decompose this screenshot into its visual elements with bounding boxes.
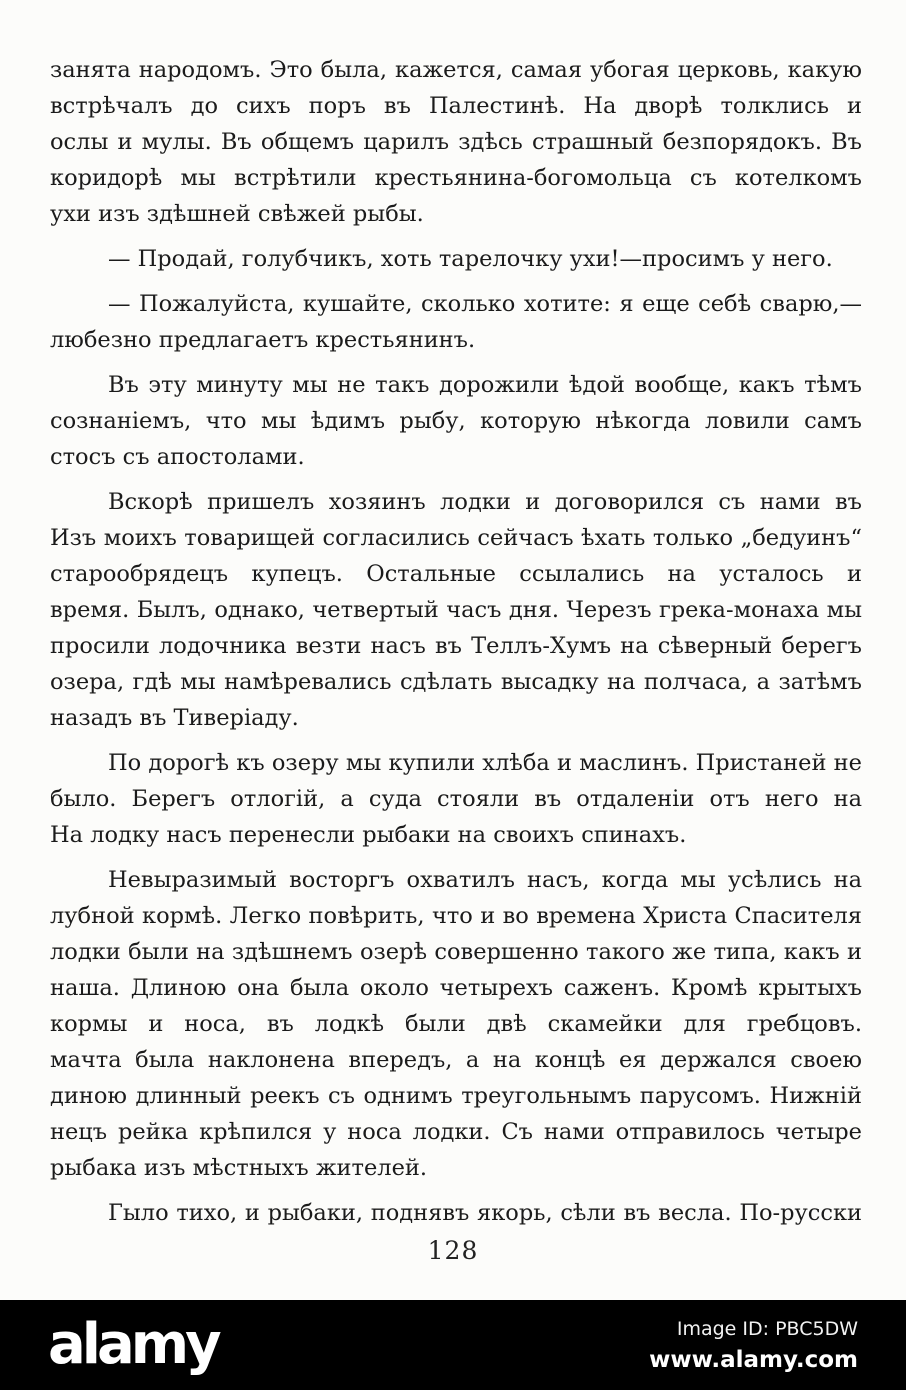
paragraph	[50, 1195, 862, 1231]
text-line: Въ эту минуту мы не такъ дорожили ѣдой вообще, какъ тѣмъ	[108, 372, 862, 398]
text-line: Невыразимый восторгъ охватилъ насъ, когда мы усѣлись на	[108, 867, 862, 893]
text-line: — Продай, голубчикъ, хоть тарелочку ухи!—просимъ у него.	[108, 246, 833, 272]
text-line: лубной кормѣ. Легко повѣрить, что и во времена Христа Спасителя	[50, 903, 862, 929]
text-line: ослы и мулы. Въ общемъ царилъ здѣсь страшный безпорядокъ. Въ	[50, 129, 862, 155]
text-line: — Пожалуйста, кушайте, сколько хотите: я еще себѣ сварю,—	[108, 291, 862, 317]
image-id-text: Image ID: PBC5DW	[676, 1317, 858, 1340]
text-line: сознаніемъ, что мы ѣдимъ рыбу, которую нѣкогда ловили самъ	[50, 408, 862, 434]
page-number: 128	[427, 1236, 479, 1265]
text-line: было. Берегъ отлогій, а суда стояли въ отдаленіи отъ него на	[50, 786, 862, 812]
alamy-meta	[649, 1318, 858, 1373]
text-line: рыбака изъ мѣстныхъ жителей.	[50, 1155, 428, 1181]
text-line: Гыло тихо, и рыбаки, поднявъ якорь, сѣли въ весла. По-русски	[108, 1200, 862, 1226]
text-line: озера, гдѣ мы намѣревались сдѣлать высадку на полчаса, а затѣмъ	[50, 669, 862, 695]
paragraph	[50, 862, 862, 1186]
text-line: наша. Длиною она была около четырехъ саженъ. Кромѣ крытыхъ	[50, 975, 862, 1001]
text-line: встрѣчалъ до сихъ поръ въ Палестинѣ. На дворѣ толклись и	[50, 93, 862, 119]
text-line: диною длинный реекъ съ однимъ треугольнымъ парусомъ. Нижній	[50, 1083, 862, 1109]
alamy-watermark-bar	[0, 1300, 906, 1390]
text-line: старообрядецъ купецъ. Остальные ссылались на усталось и	[50, 561, 862, 587]
alamy-url-text: www.alamy.com	[649, 1346, 858, 1373]
page-text-block	[50, 52, 862, 1231]
text-line: Изъ моихъ товарищей согласились сейчасъ ѣхать только „бедуинъ“	[50, 525, 862, 551]
text-line: мачта была наклонена впередъ, а на концѣ ея держался своею	[50, 1047, 862, 1073]
text-line: коридорѣ мы встрѣтили крестьянина-богомольца съ котелкомъ	[50, 165, 862, 191]
paragraph	[50, 52, 862, 232]
text-line: стосъ съ апостолами.	[50, 444, 305, 470]
paragraph	[50, 745, 862, 853]
text-line: Вскорѣ пришелъ хозяинъ лодки и договорился съ нами въ	[108, 489, 862, 515]
text-line: По дорогѣ къ озеру мы купили хлѣба и маслинъ. Пристаней не	[108, 750, 862, 776]
text-line: просили лодочника везти насъ въ Теллъ-Хумъ на сѣверный берегъ	[50, 633, 862, 659]
text-line: ухи изъ здѣшней свѣжей рыбы.	[50, 201, 424, 227]
paragraph	[50, 241, 862, 277]
text-line: любезно предлагаетъ крестьянинъ.	[50, 327, 476, 353]
text-line: занята народомъ. Это была, кажется, самая убогая церковь, какую	[50, 57, 862, 83]
paragraph	[50, 286, 862, 358]
paragraph	[50, 484, 862, 736]
text-line: нецъ рейка крѣпился у носа лодки. Съ нами отправилось четыре	[50, 1119, 862, 1145]
text-line: лодки были на здѣшнемъ озерѣ совершенно такого же типа, какъ и	[50, 939, 862, 965]
paragraph	[50, 367, 862, 475]
alamy-logo: alamy	[48, 1312, 218, 1377]
text-line: назадъ въ Тиверіаду.	[50, 705, 299, 731]
text-line: кормы и носа, въ лодкѣ были двѣ скамейки для гребцовъ.	[50, 1011, 862, 1037]
text-line: На лодку насъ перенесли рыбаки на своихъ спинахъ.	[50, 822, 687, 848]
text-line: время. Былъ, однако, четвертый часъ дня. Черезъ грека-монаха мы	[50, 597, 862, 623]
